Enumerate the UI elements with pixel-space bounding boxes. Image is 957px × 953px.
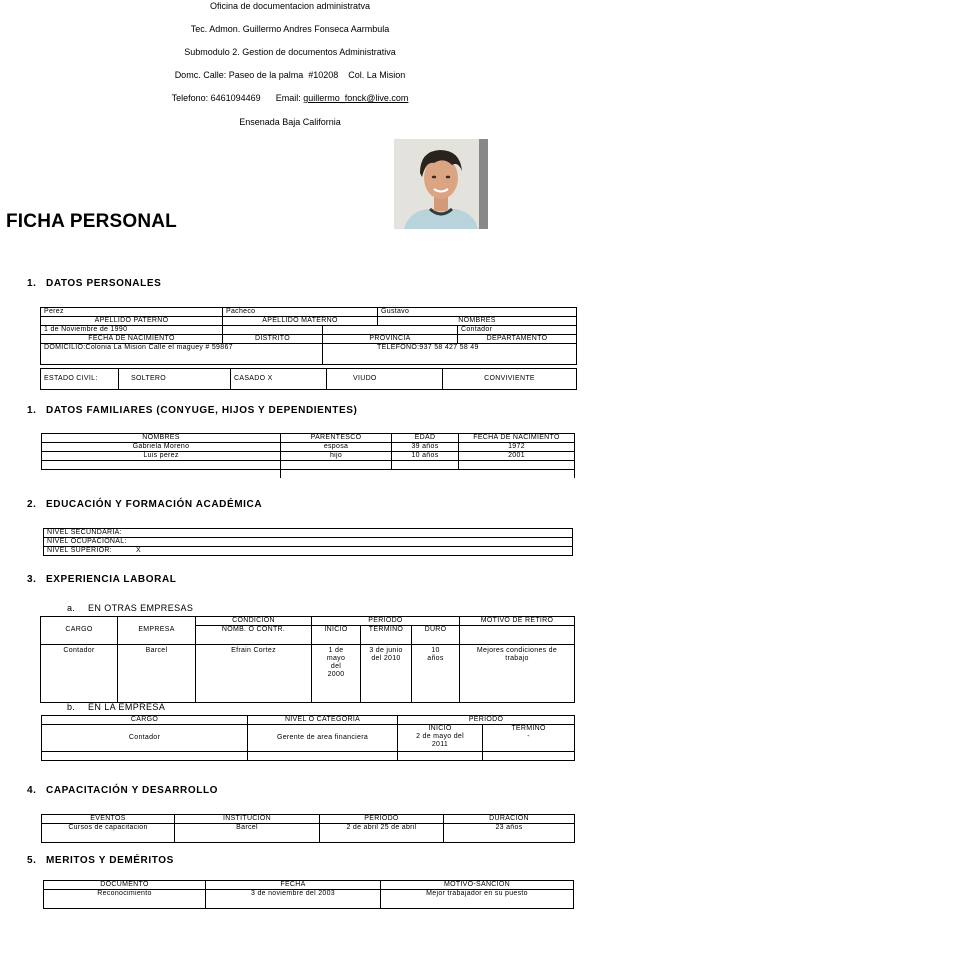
- section-datos-personales: 1. DATOS PERSONALES: [27, 278, 162, 289]
- table-row: [42, 470, 575, 479]
- periodo-c-header: PERIODO: [320, 815, 444, 824]
- office-line: Oficina de documentacion administratva: [209, 1, 371, 11]
- email-link[interactable]: guillermo_fonck@live.com: [303, 93, 409, 103]
- paterno-label: APELLIDO PATERNO: [41, 317, 223, 326]
- eventos-header: EVENTOS: [42, 815, 175, 824]
- periodo-b-header: PERIODO: [398, 716, 575, 725]
- subsection-en-la-empresa: b. EN LA EMPRESA: [67, 702, 166, 712]
- table-row: Gabriela Moreno esposa 39 años 1972: [42, 443, 575, 452]
- fecha-label: FECHA DE NACIMIENTO: [41, 335, 223, 344]
- duracion-header: DURACIÓN: [444, 815, 575, 824]
- table-row: [42, 752, 575, 761]
- materno-label: APELLIDO MATERNO: [223, 317, 378, 326]
- cargo-header: CARGO: [41, 626, 118, 645]
- departamento-label: DEPARTAMENTO: [458, 335, 577, 344]
- edad-header: EDAD: [392, 434, 459, 443]
- empresa-header: EMPRESA: [118, 626, 196, 645]
- termino-b-value: -: [527, 733, 530, 740]
- inicio-b-value: 2 de mayo del 2011: [416, 733, 464, 748]
- section-educacion: 2. EDUCACIÓN Y FORMACIÓN ACADÉMICA: [27, 499, 263, 510]
- subsection-otras-empresas: a. EN OTRAS EMPRESAS: [67, 603, 194, 613]
- company-table: [41, 715, 575, 761]
- city-line: Ensenada Baja California: [239, 117, 341, 127]
- table-row: Luis perez hijo 10 años 2001: [42, 452, 575, 461]
- inicio-b-header: INICIO: [428, 725, 452, 732]
- profile-photo: [394, 139, 488, 229]
- telefono-value: TELEFONO:937 58 427 58 49: [323, 344, 577, 365]
- soltero-option: SOLTERO: [119, 369, 231, 390]
- section-meritos: 5. MERITOS Y DEMÉRITOS: [27, 855, 174, 866]
- table-row: Cursos de capacitacion Barcel 2 de abril 25 de abril 23 años: [42, 824, 575, 843]
- institucion-header: INSTITUCIÓN: [175, 815, 320, 824]
- table-row: Contador Barcel Efrain Cortez 1 de mayo del 2000 3 de junio del 2010 10 años Mejores condiciones de trabajo: [41, 644, 575, 702]
- fecha-value: 1 de Noviembre de 1990: [41, 326, 223, 335]
- fecha-nacimiento-header: FECHA DE NACIMIENTO: [459, 434, 575, 443]
- casado-option: CASADO X: [231, 369, 327, 390]
- experience-table: [40, 616, 575, 703]
- email-label: Email:: [275, 93, 301, 103]
- section-capacitacion: 4. CAPACITACIÓN Y DESARROLLO: [27, 785, 219, 796]
- duro-header: DURO: [412, 626, 460, 645]
- education-table: [43, 528, 573, 556]
- motivo-header: MOTIVO DE RETIRO: [460, 617, 575, 626]
- family-table: [41, 433, 575, 478]
- termino-b-header: TERMINO: [511, 725, 546, 732]
- viudo-option: VIUDO: [327, 369, 443, 390]
- section-datos-familiares: 1. DATOS FAMILIARES (CONYUGE, HIJOS Y DEPENDIENTES): [27, 405, 358, 416]
- estado-civil-label: ESTADO CIVIL:: [41, 369, 119, 390]
- personal-table: [40, 307, 577, 365]
- motivo-sancion-header: MOTIVO-SANCIÓN: [381, 881, 574, 890]
- submodule-line: Submodulo 2. Gestion de documentos Administrativa: [184, 47, 396, 57]
- section-experiencia: 3. EXPERIENCIA LABORAL: [27, 574, 177, 585]
- paterno-value: Perez: [41, 308, 223, 317]
- training-table: [41, 814, 575, 843]
- table-row: Reconocimiento 3 de noviembre del 2003 Mejor trabajador en su puesto: [44, 890, 574, 909]
- cargo-b-header: CARGO: [42, 716, 248, 725]
- nivel-superior-mark: X: [135, 547, 141, 554]
- termino-header: TERMINO: [361, 626, 412, 645]
- condicion-header: CONDICION: [196, 617, 312, 626]
- parentesco-header: PARENTESCO: [281, 434, 392, 443]
- documento-header: DOCUMENTO: [44, 881, 206, 890]
- table-row: Contador Gerente de area financiera INICIO 2 de mayo del 2011 TERMINO -: [42, 725, 575, 752]
- contact-line: [0, 93, 580, 103]
- distrito-label: DISTRITO: [223, 335, 323, 344]
- nombcontr-header: NOMB. O CONTR.: [196, 626, 312, 645]
- nombres-value: Gustavo: [378, 308, 577, 317]
- inicio-header: INICIO: [312, 626, 361, 645]
- periodo-header: PERIODO: [312, 617, 460, 626]
- nivel-superior: NIVEL SUPERIOR: X: [44, 547, 573, 556]
- phone-text: Telefono: 6461094469: [171, 93, 261, 103]
- nivel-header: NIVEL O CATEGORIA: [248, 716, 398, 725]
- table-row: [42, 461, 575, 470]
- provincia-label: PROVINCIA: [323, 335, 458, 344]
- nombres-header: NOMBRES: [42, 434, 281, 443]
- fecha-d-header: FECHA: [206, 881, 381, 890]
- page-title: FICHA PERSONAL: [6, 211, 177, 232]
- nivel-ocupacional: NIVEL OCUPACIONAL:: [44, 538, 573, 547]
- nombres-label: NOMBRES: [378, 317, 577, 326]
- departamento-value: Contador: [458, 326, 577, 335]
- author-line: Tec. Admon. Guillermo Andres Fonseca Aarmbula: [190, 24, 390, 34]
- estado-civil-table: [40, 368, 577, 390]
- domicilio-value: DOMICILIO:Colonia La Mision Calle el maguey # 59867: [41, 344, 323, 365]
- nivel-secundaria: NIVEL SECUNDARIA:: [44, 529, 573, 538]
- address-line: Domc. Calle: Paseo de la palma #10208 Col. La Mision: [174, 70, 406, 80]
- merits-table: [43, 880, 574, 909]
- materno-value: Pacheco: [223, 308, 378, 317]
- conviviente-option: CONVIVIENTE: [443, 369, 577, 390]
